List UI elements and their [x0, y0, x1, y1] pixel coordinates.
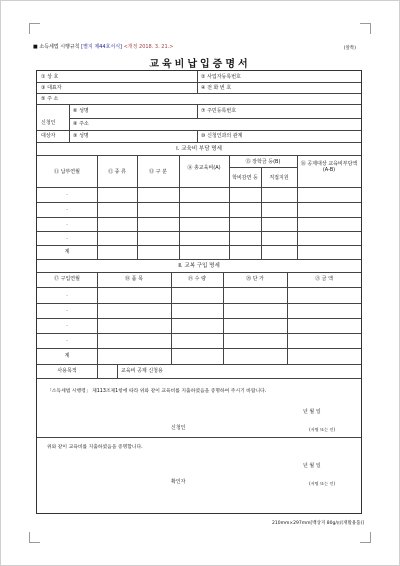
applicant-label: 신청인: [41, 120, 56, 126]
row-line: [37, 187, 361, 188]
form-table: [36, 70, 362, 514]
crop-mark: [360, 532, 371, 543]
form-number: [별지 제44호서식]: [81, 44, 122, 50]
row-line: [37, 378, 361, 379]
name-label: ⑥ 성명: [73, 108, 89, 114]
form-header: [33, 43, 173, 50]
row-line: [37, 348, 361, 349]
col-line: [97, 272, 98, 378]
row-dot: .: [66, 235, 68, 241]
row-line: [229, 167, 297, 168]
col-item: ⑱ 품 목: [125, 276, 143, 282]
crop-mark: [29, 23, 40, 34]
applicant-sign-hint: (서명 또는 인): [309, 427, 336, 432]
purpose-label: 사용목적: [57, 368, 77, 374]
col-line: [223, 272, 224, 364]
row-line: [37, 272, 361, 273]
row-dot: .: [66, 206, 68, 212]
col-amount: ㉑ 금 액: [315, 276, 333, 282]
subject-name-label: ⑨ 성명: [73, 133, 89, 139]
representative-label: ③ 대표자: [41, 85, 62, 91]
request-date: 년 월 일: [303, 409, 321, 415]
col-deductible: ⑯ 공제대상 교육비부담액(A-B): [300, 161, 358, 173]
row-dot: .: [66, 292, 68, 298]
col-type: ⑫ 종 류: [108, 169, 126, 175]
row-line: [37, 287, 361, 288]
col-line: [179, 155, 180, 259]
trade-name-label: ① 상 호: [41, 74, 59, 80]
resident-no-label: ⑦ 주민등록번호: [201, 108, 237, 114]
total-label: 계: [64, 249, 70, 255]
crop-mark: [360, 23, 371, 34]
col-scholarship: ⑮ 장학금 등(B): [245, 159, 281, 165]
row-line: [37, 217, 361, 218]
row-line: [37, 437, 361, 438]
col-line: [69, 104, 70, 142]
row-line: [37, 130, 361, 131]
row-line: [37, 155, 361, 156]
side-mark: (앞쪽): [343, 46, 356, 51]
col-month: ⑪ 납부연월: [54, 169, 80, 175]
total-label: 계: [64, 353, 70, 359]
row-line: [37, 104, 361, 105]
row-dot: .: [66, 307, 68, 313]
row-line: [37, 259, 361, 260]
row-line: [37, 303, 361, 304]
confirm-text: 위와 같이 교육비를 지출하였음을 증명합니다.: [47, 445, 143, 450]
purpose-value: 교육비 공제 신청용: [121, 368, 163, 374]
law-name: ■ 소득세법 시행규칙: [33, 44, 80, 50]
col-line: [197, 104, 198, 118]
row-line: [37, 142, 361, 143]
col-tuition-reduction: 학비감면 등: [232, 175, 258, 181]
row-dot: .: [66, 191, 68, 197]
confirm-date: 년 월 일: [303, 463, 321, 469]
row-dot: .: [66, 337, 68, 343]
col-purchase-date: ⑰ 구입연월: [54, 276, 80, 282]
relation-label: ⑩ 신청인과의 관계: [201, 133, 243, 139]
col-line: [197, 130, 198, 142]
row-dot: .: [66, 322, 68, 328]
row-line: [37, 245, 361, 246]
crop-mark: [29, 532, 40, 543]
col-quantity: ⑲ 수 량: [188, 276, 206, 282]
business-no-label: ② 사업자등록번호: [201, 74, 241, 80]
col-line: [117, 364, 118, 378]
col-direct-support: 직접지원: [269, 175, 289, 181]
applicant-address-label: ⑧ 주소: [73, 121, 89, 127]
col-unit-price: ⑳ 단 가: [246, 276, 264, 282]
certify-text: 「소득세법 시행령」 제113조제1항에 따라 위와 같이 교육비를 지출하였음을 증명하여 주시기 바랍니다.: [47, 389, 267, 394]
row-line: [37, 364, 361, 365]
col-kind: ⑬ 구 분: [149, 169, 167, 175]
row-line: [37, 82, 361, 83]
confirmer-sign-label: 확인자: [171, 479, 186, 485]
row-line: [37, 318, 361, 319]
row-line: [37, 93, 361, 94]
section1-title: Ⅰ. 교육비 부담 명세: [176, 146, 222, 152]
row-line: [37, 231, 361, 232]
col-line: [229, 155, 230, 259]
phone-label: ④ 전 화 번 호: [201, 85, 232, 91]
applicant-sign-label: 신청인: [171, 425, 186, 431]
col-line: [197, 71, 198, 93]
col-total: ⑭ 총교육비(A): [187, 165, 221, 171]
revision-date: <개정 2018. 3. 21.>: [123, 44, 174, 50]
col-line: [297, 155, 298, 259]
col-line: [287, 272, 288, 364]
row-line: [37, 333, 361, 334]
row-line: [37, 202, 361, 203]
row-dot: .: [66, 221, 68, 227]
col-line: [171, 272, 172, 364]
row-line: [69, 118, 361, 119]
address-label: ⑤ 주 소: [41, 96, 59, 102]
confirmer-sign-hint: (서명 또는 인): [309, 481, 336, 486]
subject-label: 대상자: [41, 133, 56, 139]
paper-spec: 210mm×297mm[백상지 80g/㎡(재활용품)]: [272, 521, 364, 526]
section2-title: Ⅱ. 교복 구입 명세: [178, 263, 220, 269]
form-title: 교육비납입증명서: [149, 59, 251, 70]
